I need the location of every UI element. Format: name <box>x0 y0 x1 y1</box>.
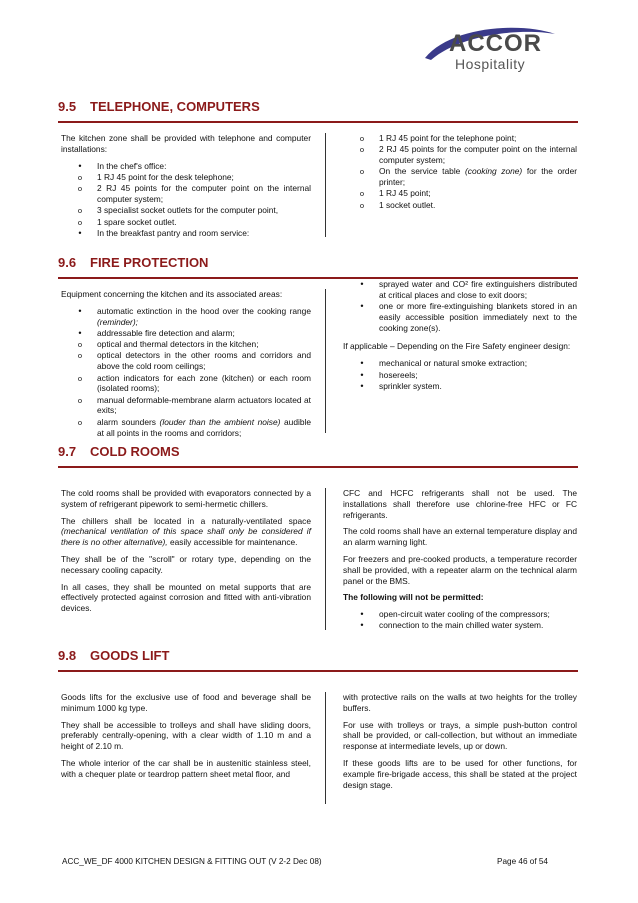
bullet-icon <box>357 609 367 620</box>
logo-sub-text: Hospitality <box>455 56 526 72</box>
list-item: • open-circuit water cooling of the compressors; <box>343 609 577 620</box>
sub-bullet-icon <box>75 172 85 184</box>
section-fire-protection <box>58 255 578 438</box>
section-rule <box>58 670 578 672</box>
column-divider <box>325 133 326 237</box>
list-item: o 1 RJ 45 point; <box>343 188 577 199</box>
sub-bullet-icon <box>357 133 367 145</box>
section-telephone-computers <box>58 99 578 238</box>
list-item: • automatic extinction in the hood over the cooking range (reminder); <box>61 306 311 328</box>
column-divider <box>325 692 326 804</box>
left-column <box>61 692 311 786</box>
page-number: Page 46 of 54 <box>497 857 548 866</box>
list-item: o 2 RJ 45 points for the computer point on the internal computer system; <box>343 144 577 166</box>
left-column <box>61 289 311 440</box>
section-rule <box>58 466 578 468</box>
list-item: • In the breakfast pantry and room service: <box>61 228 311 239</box>
list-item: o 1 RJ 45 point for the desk telephone; <box>61 172 311 183</box>
list-item: o 1 socket outlet. <box>343 200 577 211</box>
paragraph: The chillers shall be located in a naturally-ventilated space (mechanical ventilation of this space shall only be considered if there is no other alternative), easily accessible for maintenance. <box>61 515 311 548</box>
list-item: • addressable fire detection and alarm; <box>61 328 311 339</box>
paragraph: They shall be accessible to trolleys and shall have sliding doors, preferably centrally-opening, with a clear width of 1.10 m and a height of 2.10 m. <box>61 719 311 752</box>
right-list <box>343 609 577 631</box>
section-heading <box>58 99 578 115</box>
list-item: o action indicators for each zone (kitchen) or each room (isolated rooms); <box>61 373 311 395</box>
right-list <box>343 133 577 211</box>
section-rule <box>58 121 578 123</box>
sub-bullet-icon <box>75 417 85 429</box>
sub-bullet-icon <box>75 395 85 407</box>
page-footer <box>62 857 548 866</box>
section-title: FIRE PROTECTION <box>90 255 209 270</box>
left-list <box>61 306 311 439</box>
bullet-icon <box>357 358 367 369</box>
bullet-icon <box>75 306 85 317</box>
logo-brand-text: ACCOR <box>449 30 542 57</box>
section-number: 9.5 <box>58 99 77 114</box>
list-item: o 3 specialist socket outlets for the computer point, <box>61 205 311 216</box>
paragraph: Goods lifts for the exclusive use of food and beverage shall be minimum 1000 kg type. <box>61 692 311 713</box>
bullet-icon <box>357 370 367 381</box>
section-heading <box>58 255 578 271</box>
section-number: 9.7 <box>58 444 77 459</box>
paragraph: with protective rails on the walls at two heights for the trolley buffers. <box>343 692 577 713</box>
paragraph: They shall be of the "scroll" or rotary type, depending on the necessary cooling capacity. <box>61 553 311 575</box>
sub-bullet-icon <box>75 373 85 385</box>
list-item: • one or more fire-extinguishing blankets stored in an easily accessible position immediately next to the cooking zone(s). <box>343 301 577 333</box>
section-heading <box>58 648 578 664</box>
section-number: 9.6 <box>58 255 77 270</box>
applicable-text: If applicable – Depending on the Fire Safety engineer design: <box>343 341 571 352</box>
left-column <box>61 133 311 241</box>
sub-bullet-icon <box>75 205 85 217</box>
list-item: • In the chef's office: <box>61 161 311 172</box>
list-item: o 1 spare socket outlet. <box>61 217 311 228</box>
list-item: o manual deformable-membrane alarm actuators located at exits; <box>61 395 311 417</box>
right-list-2 <box>343 358 577 391</box>
paragraph: The cold rooms shall have an external temperature display and an alarm warning light. <box>343 526 577 548</box>
section-heading <box>58 444 578 460</box>
list-item: • sprayed water and CO² fire extinguishers distributed at critical places and close to exit doors; <box>343 279 577 301</box>
list-item: o 2 RJ 45 points for the computer point on the internal computer system; <box>61 183 311 205</box>
list-item: o 1 RJ 45 point for the telephone point; <box>343 133 577 144</box>
left-column <box>61 488 311 620</box>
paragraph: In all cases, they shall be mounted on metal supports that are effectively protected against corrosion and fitted with anti-vibration devices. <box>61 581 311 614</box>
intro-text: The kitchen zone shall be provided with telephone and computer installations: <box>61 133 311 154</box>
sub-bullet-icon <box>75 217 85 229</box>
bullet-icon <box>357 381 367 392</box>
document-reference: ACC_WE_DF 4000 KITCHEN DESIGN & FITTING OUT (V 2-2 Dec 08) <box>62 857 322 866</box>
bullet-icon <box>357 279 367 290</box>
column-divider <box>325 289 326 433</box>
sub-bullet-icon <box>357 200 367 212</box>
bullet-icon <box>357 301 367 312</box>
bullet-icon <box>75 328 85 339</box>
sub-bullet-icon <box>357 188 367 200</box>
section-title: GOODS LIFT <box>90 648 170 663</box>
paragraph: The cold rooms shall be provided with evaporators connected by a system of refrigerant pipework to semi-hermetic chillers. <box>61 488 311 509</box>
intro-text: Equipment concerning the kitchen and its associated areas: <box>61 289 283 299</box>
section-goods-lift <box>58 648 578 790</box>
paragraph: For freezers and pre-cooked products, a temperature recorder shall be provided, with a repeater alarm on the technical alarm panel or the BMS. <box>343 553 577 586</box>
right-list <box>343 279 577 333</box>
left-list <box>61 161 311 239</box>
bullet-icon <box>357 620 367 631</box>
list-item: o On the service table (cooking zone) for the order printer; <box>343 166 577 188</box>
list-item: • sprinkler system. <box>343 381 577 392</box>
sub-bullet-icon <box>75 350 85 362</box>
list-item: • mechanical or natural smoke extraction; <box>343 358 577 369</box>
right-column <box>343 488 577 633</box>
not-permitted-heading: The following will not be permitted: <box>343 592 484 603</box>
list-item: o alarm sounders (louder than the ambient noise) audible at all points in the rooms and corridors; <box>61 417 311 439</box>
section-title: TELEPHONE, COMPUTERS <box>90 99 260 114</box>
list-item: o optical and thermal detectors in the kitchen; <box>61 339 311 350</box>
list-item: o optical detectors in the other rooms and corridors and above the cold room ceilings; <box>61 350 311 372</box>
right-column <box>343 279 577 394</box>
paragraph: If these goods lifts are to be used for other functions, for example fire-brigade access, this shall be stated at the project design stage. <box>343 757 577 790</box>
sub-bullet-icon <box>75 339 85 351</box>
right-column <box>343 692 577 796</box>
sub-bullet-icon <box>357 144 367 156</box>
sub-bullet-icon <box>75 183 85 195</box>
paragraph: For use with trolleys or trays, a simple push-button control shall be provided, or call-collection, but without an immediate response at intermediate levels, up or down. <box>343 719 577 752</box>
bullet-icon <box>75 228 85 239</box>
right-column <box>343 133 577 213</box>
paragraph: The whole interior of the car shall be in austenitic stainless steel, with a chequer plate or teardrop pattern sheet metal floor, and <box>61 757 311 779</box>
section-cold-rooms <box>58 444 578 631</box>
sub-bullet-icon <box>357 166 367 178</box>
list-item: • hosereels; <box>343 370 577 381</box>
section-number: 9.8 <box>58 648 77 663</box>
list-item: • connection to the main chilled water system. <box>343 620 577 631</box>
bullet-icon <box>75 161 85 172</box>
accor-hospitality-logo <box>421 20 561 76</box>
section-title: COLD ROOMS <box>90 444 180 459</box>
paragraph: CFC and HCFC refrigerants shall not be used. The installations shall therefore use chlorine-free HFC or FC refrigerants. <box>343 488 577 520</box>
column-divider <box>325 488 326 630</box>
